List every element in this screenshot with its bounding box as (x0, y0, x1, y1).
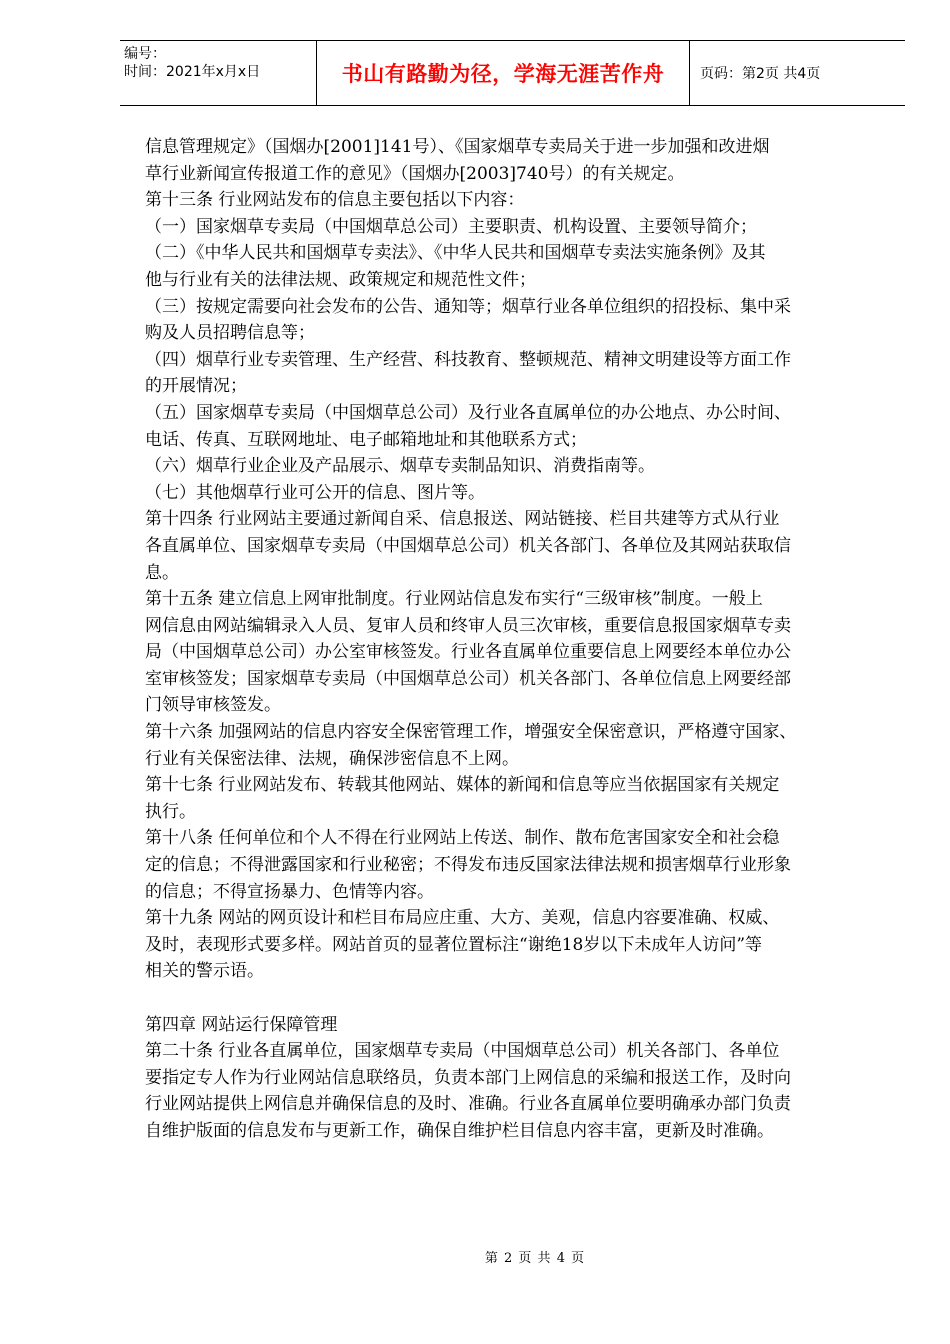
page-header (120, 40, 905, 106)
body-line: 行业有关保密法律、法规，确保涉密信息不上网。 (145, 748, 519, 769)
header-page-info-cell (690, 41, 905, 105)
body-line: 的开展情况； (145, 376, 247, 397)
body-line: 自维护版面的信息发布与更新工作，确保自维护栏目信息内容丰富，更新及时准确。 (145, 1120, 774, 1141)
body-line: 草行业新闻宣传报道工作的意见》（国烟办[2003]740号）的有关规定。 (145, 163, 685, 184)
body-line: （七）其他烟草行业可公开的信息、图片等。 (145, 482, 485, 503)
body-line: 室审核签发；国家烟草专卖局（中国烟草总公司）机关各部门、各单位信息上网要经部 (145, 668, 791, 689)
body-line: 各直属单位、国家烟草专卖局（中国烟草总公司）机关各部门、各单位及其网站获取信 (145, 535, 791, 556)
body-line: 第十九条 网站的网页设计和栏目布局应庄重、大方、美观，信息内容要准确、权威、 (145, 908, 780, 929)
document-number-label: 编号： (124, 46, 166, 62)
document-time-label: 时间：2021年x月x日 (124, 64, 261, 80)
body-line: 门领导审核签发。 (145, 695, 281, 716)
body-line: （六）烟草行业企业及产品展示、烟草专卖制品知识、消费指南等。 (145, 456, 655, 477)
body-line: 的信息；不得宣扬暴力、色情等内容。 (145, 881, 434, 902)
body-line: （五）国家烟草专卖局（中国烟草总公司）及行业各直属单位的办公地点、办公时间、 (145, 402, 791, 423)
body-line: 定的信息；不得泄露国家和行业秘密；不得发布违反国家法律法规和损害烟草行业形象 (145, 855, 791, 876)
body-line: 第四章 网站运行保障管理 (145, 1014, 338, 1035)
header-page-info: 页码：第2页 共4页 (700, 66, 821, 82)
body-line: 电话、传真、互联网地址、电子邮箱地址和其他联系方式； (145, 429, 587, 450)
header-motto-cell (316, 41, 690, 105)
body-line: 他与行业有关的法律法规、政策规定和规范性文件； (145, 269, 536, 290)
body-line: 局（中国烟草总公司）办公室审核签发。行业各直属单位重要信息上网要经本单位办公 (145, 642, 791, 663)
body-line: （三）按规定需要向社会发布的公告、通知等；烟草行业各单位组织的招投标、集中采 (145, 296, 791, 317)
body-line: 第十三条 行业网站发布的信息主要包括以下内容： (145, 190, 525, 211)
body-line: 购及人员招聘信息等； (145, 323, 315, 344)
body-line: 第十八条 任何单位和个人不得在行业网站上传送、制作、散布危害国家安全和社会稳 (145, 828, 780, 849)
body-line: 息。 (145, 562, 179, 583)
body-line: 相关的警示语。 (145, 961, 264, 982)
body-line: 第十四条 行业网站主要通过新闻自采、信息报送、网站链接、栏目共建等方式从行业 (145, 509, 780, 530)
body-line: 第十六条 加强网站的信息内容安全保密管理工作，增强安全保密意识，严格遵守国家、 (145, 722, 797, 743)
page-footer: 第 2 页 共 4 页 (484, 1251, 586, 1266)
body-line: 第二十条 行业各直属单位，国家烟草专卖局（中国烟草总公司）机关各部门、各单位 (145, 1041, 780, 1062)
body-line: （二）《中华人民共和国烟草专卖法》、《中华人民共和国烟草专卖法实施条例》及其 (145, 243, 766, 264)
body-line: （四）烟草行业专卖管理、生产经营、科技教育、整顿规范、精神文明建设等方面工作 (145, 349, 791, 370)
body-line: 第十七条 行业网站发布、转载其他网站、媒体的新闻和信息等应当依据国家有关规定 (145, 775, 780, 796)
header-motto: 书山有路勤为径，学海无涯苦作舟 (341, 61, 665, 86)
document-body (145, 134, 875, 1145)
header-left-cell (120, 41, 316, 105)
body-line: 及时，表现形式要多样。网站首页的显著位置标注“谢绝18岁以下未成年人访问”等 (145, 934, 763, 955)
body-line: 信息管理规定》（国烟办[2001]141号）、《国家烟草专卖局关于进一步加强和改进烟 (145, 137, 770, 157)
body-line: 要指定专人作为行业网站信息联络员，负责本部门上网信息的采编和报送工作，及时向 (145, 1067, 791, 1088)
body-line: 执行。 (145, 801, 196, 822)
blank-line (145, 985, 875, 1012)
body-line: （一）国家烟草专卖局（中国烟草总公司）主要职责、机构设置、主要领导简介； (145, 216, 757, 237)
body-line: 第十五条 建立信息上网审批制度。行业网站信息发布实行“三级审核”制度。一般上 (145, 589, 763, 610)
body-line: 网信息由网站编辑录入人员、复审人员和终审人员三次审核，重要信息报国家烟草专卖 (145, 615, 791, 636)
body-line: 行业网站提供上网信息并确保信息的及时、准确。行业各直属单位要明确承办部门负责 (145, 1094, 791, 1115)
